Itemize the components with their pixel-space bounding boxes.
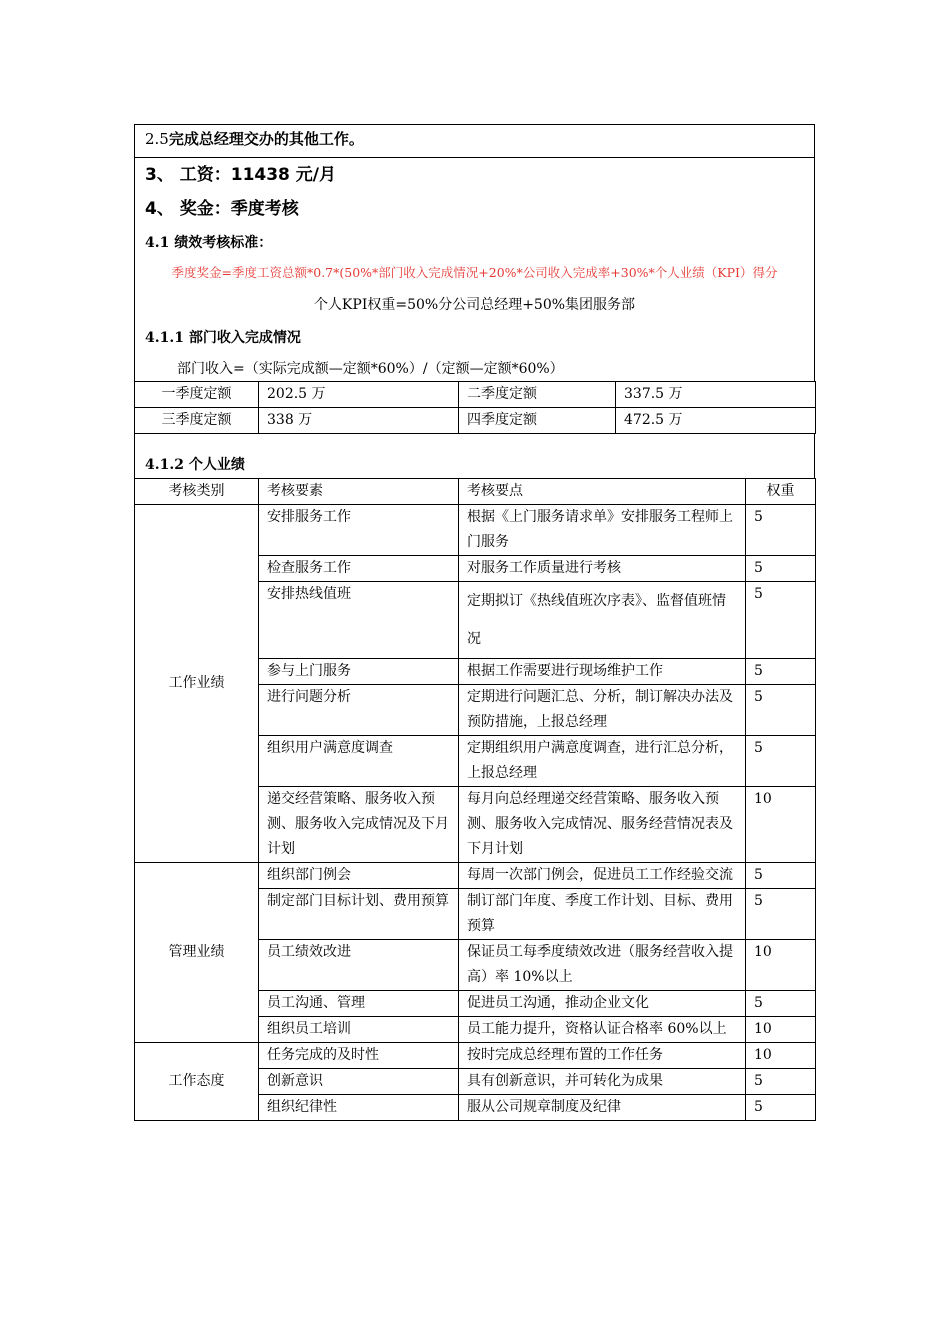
kpi-table [134,478,816,1121]
category-work: 工作业绩 [135,505,259,863]
row-weight: 10 [746,787,816,863]
row-weight: 5 [746,582,816,659]
row-point: 根据《上门服务请求单》安排服务工程师上门服务 [459,505,746,556]
row-weight: 5 [746,1095,816,1121]
row-weight: 5 [746,505,816,556]
row-element: 检查服务工作 [259,556,459,582]
quota-value: 472.5 万 [616,408,816,434]
upper-box [134,124,815,381]
row-point: 具有创新意识，并可转化为成果 [459,1069,746,1095]
row-weight: 10 [746,1043,816,1069]
quota-value: 337.5 万 [616,382,816,408]
quota-label: 一季度定额 [135,382,259,408]
standard-title: 4.1 绩效考核标准： [145,235,273,251]
row-element: 员工绩效改进 [259,940,459,991]
document-frame [134,124,815,1121]
row-weight: 5 [746,863,816,889]
row-point: 每周一次部门例会，促进员工工作经验交流 [459,863,746,889]
row-point: 每月向总经理递交经营策略、服务收入预测、服务收入完成情况、服务经营情况表及下月计划 [459,787,746,863]
kpi-header-row [135,479,816,505]
personal-box [134,434,815,478]
row-weight: 5 [746,556,816,582]
bonus-heading: 4、 奖金：季度考核 [145,199,299,219]
header-weight: 权重 [746,479,816,505]
quota-value: 202.5 万 [259,382,459,408]
row-element: 参与上门服务 [259,659,459,685]
row-weight: 10 [746,1017,816,1043]
row-weight: 10 [746,940,816,991]
row-point: 员工能力提升，资格认证合格率 60%以上 [459,1017,746,1043]
row-element: 组织部门例会 [259,863,459,889]
row-weight: 5 [746,991,816,1017]
row-element: 组织员工培训 [259,1017,459,1043]
row-element: 员工沟通、管理 [259,991,459,1017]
row-weight: 5 [746,736,816,787]
row-element: 创新意识 [259,1069,459,1095]
header-category: 考核类别 [135,479,259,505]
row-point: 保证员工每季度绩效改进（服务经营收入提高）率 10%以上 [459,940,746,991]
category-attitude: 工作态度 [135,1043,259,1121]
row-element: 安排服务工作 [259,505,459,556]
quota-row [135,382,816,408]
table-row [135,1043,816,1069]
row-point: 按时完成总经理布置的工作任务 [459,1043,746,1069]
quota-label: 四季度定额 [459,408,616,434]
quota-label: 三季度定额 [135,408,259,434]
dept-income-formula: 部门收入=（实际完成额—定额*60%）/（定额—定额*60%） [177,361,564,377]
row-point: 促进员工沟通，推动企业文化 [459,991,746,1017]
quota-label: 二季度定额 [459,382,616,408]
row-element: 制定部门目标计划、费用预算 [259,889,459,940]
item-2-5 [135,125,814,158]
row-point: 制订部门年度、季度工作计划、目标、费用预算 [459,889,746,940]
row-weight: 5 [746,1069,816,1095]
row-point: 根据工作需要进行现场维护工作 [459,659,746,685]
row-element: 进行问题分析 [259,685,459,736]
row-point: 定期组织用户满意度调查，进行汇总分析，上报总经理 [459,736,746,787]
row-point: 定期拟订《热线值班次序表》、监督值班情况 [459,582,746,659]
row-weight: 5 [746,659,816,685]
header-element: 考核要素 [259,479,459,505]
row-element: 组织纪律性 [259,1095,459,1121]
item-2-5-number: 2.5 [145,130,169,148]
row-element: 安排热线值班 [259,582,459,659]
item-2-5-text: 完成总经理交办的其他工作。 [168,130,364,148]
row-point: 定期进行问题汇总、分析，制订解决办法及预防措施，上报总经理 [459,685,746,736]
quota-row [135,408,816,434]
bonus-formula: 季度奖金=季度工资总额*0.7*(50%*部门收入完成情况+20%*公司收入完成率+30%*个人业绩（KPI）得分 [171,265,778,280]
salary-heading: 3、 工资：11438 元/月 [145,165,337,185]
kpi-weight-text: 个人KPI权重=50%分公司总经理+50%集团服务部 [313,297,636,313]
table-row [135,863,816,889]
dept-income-title: 4.1.1 部门收入完成情况 [145,330,301,346]
quota-table [134,381,816,434]
row-weight: 5 [746,889,816,940]
row-element: 任务完成的及时性 [259,1043,459,1069]
row-point: 服从公司规章制度及纪律 [459,1095,746,1121]
quota-value: 338 万 [259,408,459,434]
table-row [135,505,816,556]
personal-title: 4.1.2 个人业绩 [145,457,245,473]
header-point: 考核要点 [459,479,746,505]
row-point: 对服务工作质量进行考核 [459,556,746,582]
category-manage: 管理业绩 [135,863,259,1043]
row-weight: 5 [746,685,816,736]
row-element: 递交经营策略、服务收入预测、服务收入完成情况及下月计划 [259,787,459,863]
row-element: 组织用户满意度调查 [259,736,459,787]
